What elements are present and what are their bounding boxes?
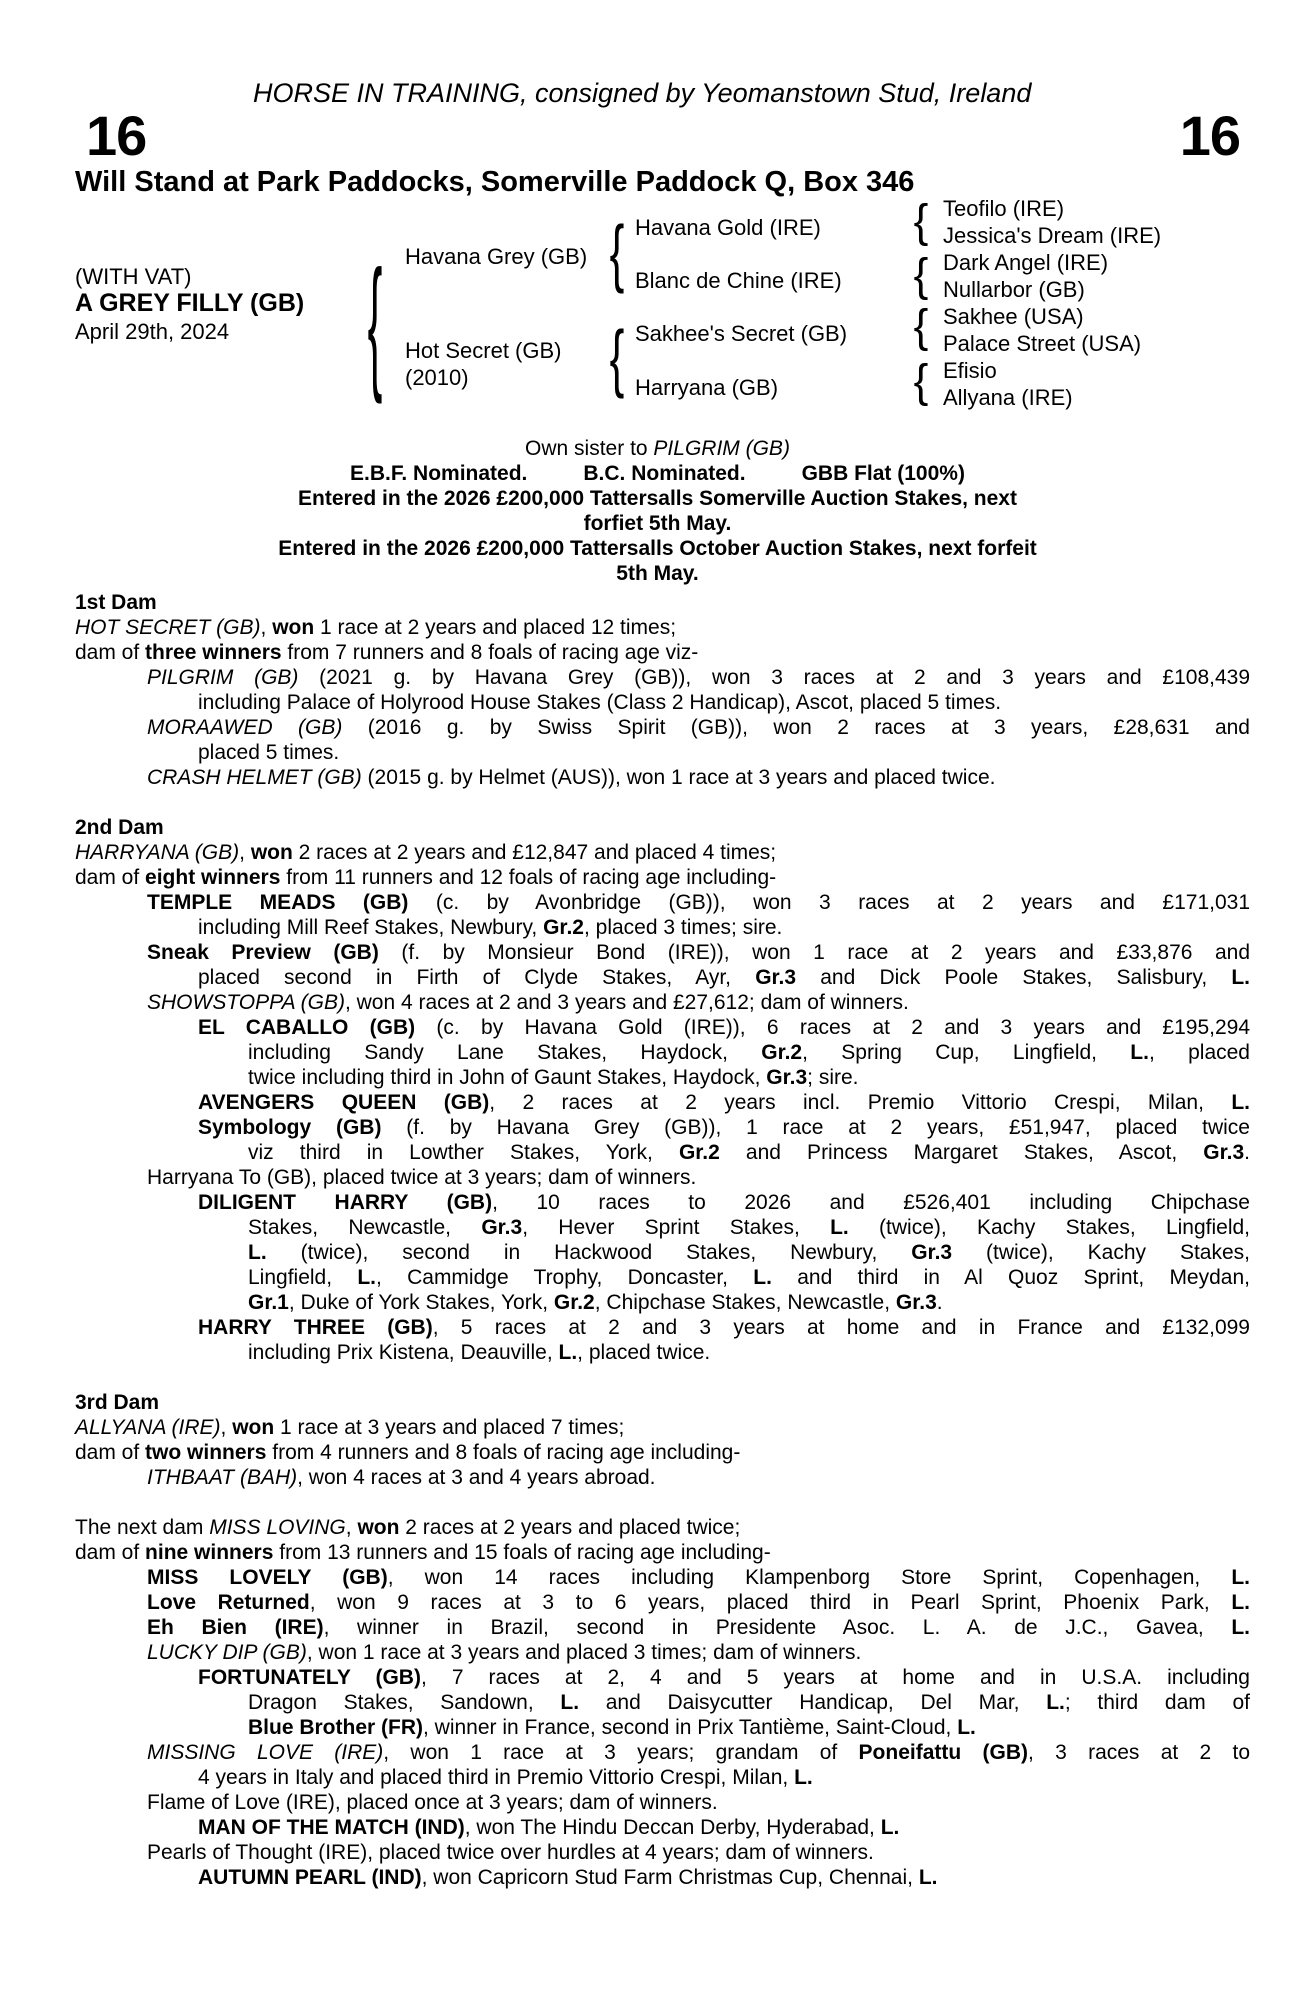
catalog-line: placed 5 times.	[198, 741, 340, 764]
catalog-line: Flame of Love (IRE), placed once at 3 years; dam of winners.	[147, 1791, 718, 1814]
catalog-line: dam of nine winners from 13 runners and 15 foals of racing age including-	[75, 1541, 771, 1564]
grandparent-name: Blanc de Chine (IRE)	[635, 268, 842, 293]
nominations-line	[60, 461, 1255, 486]
vat-note: (WITH VAT)	[75, 264, 192, 289]
great-grandparent-name: Nullarbor (GB)	[943, 277, 1085, 302]
grandparent-name: Harryana (GB)	[635, 375, 779, 400]
catalog-line: DILIGENT HARRY (GB), 10 races to 2026 and £526,401 including Chipchase	[198, 1191, 1250, 1214]
horse-name: A GREY FILLY (GB)	[75, 289, 305, 317]
catalog-body	[0, 590, 1315, 1890]
catalog-line: Lingfield, L., Cammidge Trophy, Doncaster, L. and third in Al Quoz Sprint, Meydan,	[248, 1266, 1250, 1289]
nomination-item: GBB Flat (100%)	[801, 462, 965, 485]
own-sister-prefix: Own sister to	[525, 437, 654, 460]
consignor-line: HORSE IN TRAINING, consigned by Yeomanstown Stud, Ireland	[253, 78, 1032, 108]
great-grandparent-name: Sakhee (USA)	[943, 304, 1084, 329]
catalog-line: placed second in Firth of Clyde Stakes, Ayr, Gr.3 and Dick Poole Stakes, Salisbury, L.	[198, 966, 1251, 989]
dam-section-heading: 2nd Dam	[75, 816, 164, 839]
lot-number-right: 16	[1179, 104, 1240, 167]
catalog-line: L. (twice), second in Hackwood Stakes, Newbury, Gr.3 (twice), Kachy Stakes,	[248, 1241, 1250, 1264]
catalog-line: including Mill Reef Stakes, Newbury, Gr.2, placed 3 times; sire.	[198, 916, 783, 939]
catalog-line: Blue Brother (FR), winner in France, second in Prix Tantième, Saint-Cloud, L.	[248, 1716, 976, 1739]
great-grandparent-name: Efisio	[943, 358, 997, 383]
foal-date: April 29th, 2024	[75, 319, 230, 344]
catalog-line: AVENGERS QUEEN (GB), 2 races at 2 years incl. Premio Vittorio Crespi, Milan, L.	[198, 1091, 1250, 1114]
catalog-line: Love Returned, won 9 races at 3 to 6 years, placed third in Pearl Sprint, Phoenix Park, L.	[147, 1591, 1250, 1614]
stand-location-line: Will Stand at Park Paddocks, Somerville Paddock Q, Box 346	[75, 166, 915, 198]
catalog-line: TEMPLE MEADS (GB) (c. by Avonbridge (GB)), won 3 races at 2 years and £171,031	[147, 891, 1250, 914]
great-grandparent-name: Allyana (IRE)	[943, 385, 1073, 410]
section-gap	[0, 1365, 1315, 1390]
great-grandparent-name: Teofilo (IRE)	[943, 196, 1065, 221]
dam-name: Hot Secret (GB)	[405, 338, 562, 363]
catalog-line: dam of two winners from 4 runners and 8 foals of racing age including-	[75, 1441, 741, 1464]
catalog-line: PILGRIM (GB) (2021 g. by Havana Grey (GB)), won 3 races at 2 and 3 years and £108,439	[147, 666, 1251, 689]
pedigree-brace-icon: {	[913, 249, 929, 302]
catalog-line: MISSING LOVE (IRE), won 1 race at 3 years; grandam of Poneifattu (GB), 3 races at 2 to	[147, 1741, 1250, 1764]
catalog-line: EL CABALLO (GB) (c. by Havana Gold (IRE)), 6 races at 2 and 3 years and £195,294	[198, 1016, 1251, 1039]
pedigree-brace-icon: {	[609, 211, 625, 295]
catalog-line: viz third in Lowther Stakes, York, Gr.2 and Princess Margaret Stakes, Ascot, Gr.3.	[248, 1141, 1250, 1164]
entry-line: Entered in the 2026 £200,000 Tattersalls Somerville Auction Stakes, next	[298, 487, 1017, 510]
pedigree-tree	[0, 0, 1315, 430]
catalog-line: FORTUNATELY (GB), 7 races at 2, 4 and 5 years at home and in U.S.A. including	[198, 1666, 1250, 1689]
catalog-line: Dragon Stakes, Sandown, L. and Daisycutter Handicap, Del Mar, L.; third dam of	[248, 1691, 1250, 1714]
catalog-line: ALLYANA (IRE), won 1 race at 3 years and placed 7 times;	[75, 1416, 625, 1439]
great-grandparent-name: Jessica's Dream (IRE)	[943, 223, 1162, 248]
entries-block	[60, 486, 1255, 586]
catalog-line: MORAAWED (GB) (2016 g. by Swiss Spirit (GB)), won 2 races at 3 years, £28,631 and	[147, 716, 1250, 739]
catalog-line: Stakes, Newcastle, Gr.3, Hever Sprint Stakes, L. (twice), Kachy Stakes, Lingfield,	[248, 1216, 1251, 1239]
catalog-line: LUCKY DIP (GB), won 1 race at 3 years and placed 3 times; dam of winners.	[147, 1641, 862, 1664]
lot-number-left: 16	[86, 104, 147, 167]
catalog-line: 4 years in Italy and placed third in Premio Vittorio Crespi, Milan, L.	[198, 1766, 813, 1789]
catalog-line: HOT SECRET (GB), won 1 race at 2 years and placed 12 times;	[75, 616, 677, 639]
great-grandparent-name: Palace Street (USA)	[943, 331, 1142, 356]
catalog-line: CRASH HELMET (GB) (2015 g. by Helmet (AUS)), won 1 race at 3 years and placed twice.	[147, 766, 996, 789]
grandparent-name: Sakhee's Secret (GB)	[635, 321, 848, 346]
catalog-line: twice including third in John of Gaunt Stakes, Haydock, Gr.3; sire.	[248, 1066, 859, 1089]
catalog-line: dam of eight winners from 11 runners and 12 foals of racing age including-	[75, 866, 777, 889]
section-gap	[0, 790, 1315, 815]
catalog-line: including Sandy Lane Stakes, Haydock, Gr.2, Spring Cup, Lingfield, L., placed	[248, 1041, 1250, 1064]
catalog-line: HARRY THREE (GB), 5 races at 2 and 3 years at home and in France and £132,099	[198, 1316, 1250, 1339]
great-grandparent-name: Dark Angel (IRE)	[943, 250, 1109, 275]
dam-section-heading: 1st Dam	[75, 591, 157, 614]
nomination-item: E.B.F. Nominated.	[350, 462, 528, 485]
catalog-line: Symbology (GB) (f. by Havana Grey (GB)), 1 race at 2 years, £51,947, placed twice	[198, 1116, 1250, 1139]
sire-name: Havana Grey (GB)	[405, 244, 588, 269]
catalog-line: The next dam MISS LOVING, won 2 races at 2 years and placed twice;	[75, 1516, 741, 1539]
own-sister-name: PILGRIM (GB)	[653, 437, 790, 460]
pedigree-brace-icon: {	[367, 242, 383, 407]
catalog-line: SHOWSTOPPA (GB), won 4 races at 2 and 3 years and £27,612; dam of winners.	[147, 991, 909, 1014]
pedigree-brace-icon: {	[913, 195, 929, 248]
pedigree-brace-icon: {	[609, 316, 625, 400]
catalog-line: MAN OF THE MATCH (IND), won The Hindu Deccan Derby, Hyderabad, L.	[198, 1816, 900, 1839]
nomination-item: B.C. Nominated.	[583, 462, 746, 485]
notes-block	[60, 436, 1255, 586]
entry-line: 5th May.	[616, 562, 699, 585]
catalog-line: Gr.1, Duke of York Stakes, York, Gr.2, Chipchase Stakes, Newcastle, Gr.3.	[248, 1291, 943, 1314]
catalog-line: Harryana To (GB), placed twice at 3 years; dam of winners.	[147, 1166, 697, 1189]
entry-line: forfiet 5th May.	[583, 512, 732, 535]
dam-section-heading: 3rd Dam	[75, 1391, 160, 1414]
catalog-line: Sneak Preview (GB) (f. by Monsieur Bond (IRE)), won 1 race at 2 years and £33,876 and	[147, 941, 1250, 964]
entry-line: Entered in the 2026 £200,000 Tattersalls October Auction Stakes, next forfeit	[278, 537, 1037, 560]
catalog-line: including Prix Kistena, Deauville, L., placed twice.	[248, 1341, 711, 1364]
section-gap	[0, 1490, 1315, 1515]
pedigree-brace-icon: {	[913, 355, 929, 408]
catalog-line: Eh Bien (IRE), winner in Brazil, second in Presidente Asoc. L. A. de J.C., Gavea, L.	[147, 1616, 1251, 1639]
grandparent-name: Havana Gold (IRE)	[635, 215, 821, 240]
catalog-line: including Palace of Holyrood House Stakes (Class 2 Handicap), Ascot, placed 5 times.	[198, 691, 1002, 714]
catalog-line: MISS LOVELY (GB), won 14 races including Klampenborg Store Sprint, Copenhagen, L.	[147, 1566, 1250, 1589]
catalog-line: ITHBAAT (BAH), won 4 races at 3 and 4 years abroad.	[147, 1466, 656, 1489]
catalog-line: AUTUMN PEARL (IND), won Capricorn Stud Farm Christmas Cup, Chennai, L.	[198, 1866, 938, 1889]
catalog-line: Pearls of Thought (IRE), placed twice over hurdles at 4 years; dam of winners.	[147, 1841, 874, 1864]
own-sister-line	[60, 436, 1255, 461]
dam-year: (2010)	[405, 365, 469, 390]
pedigree-brace-icon: {	[913, 300, 929, 353]
catalog-line: dam of three winners from 7 runners and 8 foals of racing age viz-	[75, 641, 699, 664]
catalog-line: HARRYANA (GB), won 2 races at 2 years and £12,847 and placed 4 times;	[75, 841, 777, 864]
